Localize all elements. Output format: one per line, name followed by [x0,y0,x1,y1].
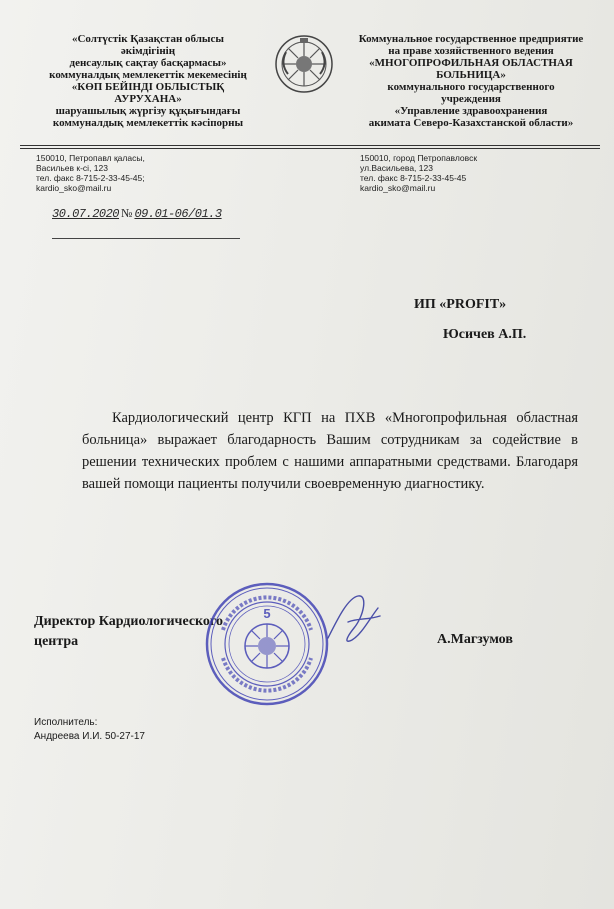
address-kazakh [36,153,145,193]
reference-line [52,238,240,239]
header-line: «КӨП БЕЙІНДІ ОБЛЫСТЫҚ [71,81,225,93]
number-sign: № [121,206,133,220]
header-line: учреждения [441,93,501,105]
executor-value: Андреева И.И. 50-27-17 [34,731,145,742]
header-line: «МНОГОПРОФИЛЬНАЯ ОБЛАСТНАЯ [369,57,573,69]
address-email: kardio_sko@mail.ru [360,183,436,193]
header-divider [20,145,600,146]
header-line: әкімдігінің [120,45,176,57]
address-line: ул.Васильева, 123 [360,163,433,173]
address-email: kardio_sko@mail.ru [36,183,112,193]
official-stamp-icon [203,580,331,708]
address-line: 150010, Петропавл қаласы, [36,153,145,163]
address-line: Васильев к-сі, 123 [36,163,108,173]
outgoing-reg-number: 09.01-06/01.3 [134,207,222,221]
header-line: акимата Северо-Казахстанской области» [368,117,574,129]
handwritten-signature-icon [318,588,388,648]
header-kazakh-org [26,33,270,129]
signatory-title-line: центра [34,634,79,649]
state-emblem-icon [274,34,334,94]
address-line: тел. факс 8-715-2-33-45-45 [360,173,467,183]
header-line: коммуналдық мемлекеттік кәсіпорны [52,117,244,129]
header-line: «Солтүстік Қазақстан облысы [71,33,224,45]
header-line: Коммунальное государственное предприятие [358,33,584,45]
header-line: шаруашылық жүргізу құқығындағы [55,105,241,117]
recipient-person: Юсичев А.П. [443,327,527,342]
signatory-title-line: Директор Кардиологического [34,614,223,629]
signatory-title [34,612,223,652]
address-russian [360,153,477,193]
header-line: АУРУХАНА» [114,93,182,105]
outgoing-number [52,206,222,221]
header-line: БОЛЬНИЦА» [436,69,506,81]
header-line: денсаулық сақтау басқармасы» [69,57,227,69]
stamp-digit: 5 [263,606,271,621]
address-line: 150010, город Петропавловск [360,153,478,163]
header-divider [20,148,600,149]
header-line: «Управление здравоохранения [394,105,548,117]
signatory-name: А.Магзумов [437,632,513,647]
header-line: коммуналдық мемлекеттік мекемесінің [49,69,247,81]
outgoing-date: 30.07.2020 [52,207,120,221]
recipient-company: ИП «PROFIT» [414,297,507,312]
header-russian-org [340,33,602,129]
header-line: на праве хозяйственного ведения [388,45,554,57]
executor-label: Исполнитель: [34,717,98,728]
header-line: коммунального государственного [387,81,555,93]
letter-body: Кардиологический центр КГП на ПХВ «Многопрофильная областная больница» выражает благодарность Вашим сотрудникам за содействие в решении технических проблем с нашими аппаратными средствами. Благодаря вашей помощи пациенты получили своевременную диагностику. [82,410,578,492]
address-line: тел. факс 8-715-2-33-45-45; [36,173,145,183]
executor-block [34,716,145,744]
